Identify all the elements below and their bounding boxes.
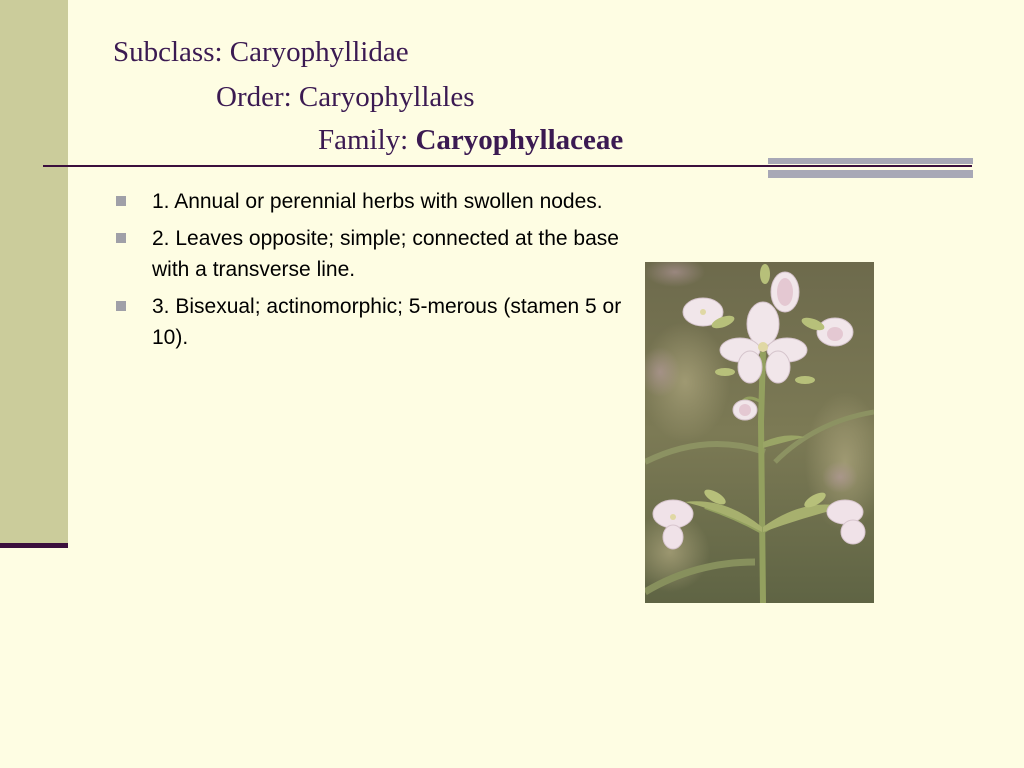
title-family-prefix: Family: bbox=[318, 124, 416, 156]
title-family bbox=[318, 124, 623, 157]
title-subclass: Subclass: Caryophyllidae bbox=[113, 36, 409, 68]
flower-photo bbox=[645, 262, 874, 603]
bullet-text: 3. Bisexual; actinomorphic; 5-merous (stamen 5 or 10). bbox=[152, 295, 622, 349]
list-item bbox=[113, 291, 633, 353]
square-bullet-icon bbox=[116, 196, 126, 206]
accent-bar-top bbox=[768, 158, 973, 164]
left-band-rule bbox=[0, 543, 68, 548]
list-item bbox=[113, 186, 633, 217]
bullet-text: 2. Leaves opposite; simple; connected at the base with a transverse line. bbox=[152, 227, 619, 281]
title-family-name: Caryophyllaceae bbox=[415, 124, 624, 156]
bullet-text: 1. Annual or perennial herbs with swollen nodes. bbox=[152, 190, 603, 213]
list-item bbox=[113, 223, 633, 285]
square-bullet-icon bbox=[116, 233, 126, 243]
title-divider bbox=[43, 165, 972, 167]
title-order: Order: Caryophyllales bbox=[216, 81, 475, 113]
accent-bar-bottom bbox=[768, 170, 973, 178]
square-bullet-icon bbox=[116, 301, 126, 311]
slide-title bbox=[0, 0, 1024, 170]
bullet-list bbox=[113, 186, 633, 359]
